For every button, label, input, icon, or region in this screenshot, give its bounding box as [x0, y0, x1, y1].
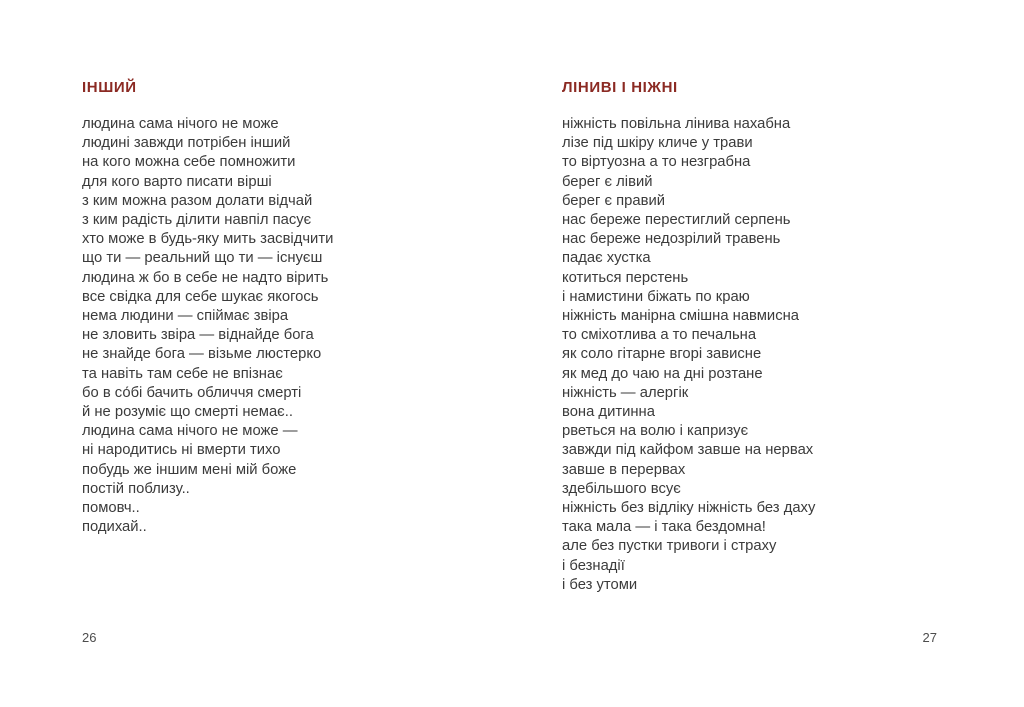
poem-line: котиться перстень: [562, 269, 689, 286]
page-number-left: 26: [82, 630, 97, 645]
poem-line: завжди під кайфом завше на нервах: [562, 442, 814, 459]
poem-line: ніжність манірна смішна навмисна: [562, 308, 799, 325]
poem-line: й не розуміє що смерті немає..: [82, 404, 293, 421]
poem-line: людина сама нічого не може —: [82, 423, 298, 440]
poem-line: з ким можна разом долати відчай: [82, 192, 313, 209]
poem-line: але без пустки тривоги і страху: [562, 538, 777, 555]
poem-line: людина сама нічого не може: [82, 116, 279, 132]
poem-body-left: [82, 115, 333, 537]
poem-line: хто може в будь-яку мить засвідчити: [82, 231, 334, 248]
poem-title-right: ЛІНИВІ І НІЖНІ: [562, 79, 678, 96]
poem-title-left: ІНШИЙ: [82, 79, 137, 96]
poem-line: постій поблизу..: [82, 480, 190, 497]
poem-line: людині завжди потрібен інший: [82, 135, 291, 152]
poem-line: побудь же іншим мені мій боже: [82, 461, 297, 478]
poem-line: для кого варто писати вірші: [82, 173, 272, 190]
poem-line: то віртуозна а то незграбна: [562, 154, 751, 171]
poem-line: на кого можна себе помножити: [82, 154, 296, 171]
poem-line: не зловить звіра — віднайде бога: [82, 327, 314, 344]
poem-line: як мед до чаю на дні розтане: [562, 365, 763, 382]
poem-line: бо в со́бі бачить обличчя смерті: [82, 384, 302, 401]
poem-line: помовч..: [82, 500, 140, 517]
poem-line: нас береже недозрілий травень: [562, 231, 781, 248]
poem-line: то сміхотлива а то печальна: [562, 327, 757, 344]
poem-line: як соло гітарне вгорі зависне: [562, 346, 762, 363]
poem-line: берег є правий: [562, 192, 666, 209]
poem-line: що ти — реальний що ти — існуєш: [82, 250, 323, 267]
poem-line: нема людини — спіймає звіра: [82, 308, 289, 325]
poem-line: рветься на волю і капризує: [562, 423, 749, 440]
poem-page-right: [562, 0, 962, 707]
poem-line: і безнадії: [562, 557, 625, 574]
poem-line: ніжність без відліку ніжність без даху: [562, 500, 816, 517]
poem-line: і намистини біжать по краю: [562, 288, 750, 305]
poem-line: нас береже перестиглий серпень: [562, 212, 791, 229]
page-number-right: 27: [922, 630, 937, 645]
poem-line: не знайде бога — візьме люстерко: [82, 346, 322, 363]
poem-line: та навіть там себе не впізнає: [82, 365, 283, 382]
poem-line: здебільшого всує: [562, 480, 681, 497]
poem-line: і без утоми: [562, 576, 638, 593]
poem-body-right: [562, 115, 815, 595]
poem-line: лізе під шкіру кличе у трави: [562, 135, 753, 152]
poem-line: завше в перервах: [562, 461, 686, 478]
poem-line: ніжність — алергік: [562, 384, 689, 401]
poem-line: ніжність повільна лінива нахабна: [562, 116, 791, 132]
poem-line: ні народитись ні вмерти тихо: [82, 442, 281, 459]
poem-line: берег є лівий: [562, 173, 653, 190]
poem-line: подихай..: [82, 519, 147, 536]
poem-line: така мала — і така бездомна!: [562, 519, 766, 536]
poem-line: людина ж бо в себе не надто вірить: [82, 269, 329, 286]
poem-line: все свідка для себе шукає якогось: [82, 288, 319, 305]
poem-line: з ким радість ділити навпіл пасує: [82, 212, 312, 229]
poem-line: падає хустка: [562, 250, 651, 267]
poem-line: вона дитинна: [562, 404, 655, 421]
poem-page-left: [82, 0, 482, 707]
